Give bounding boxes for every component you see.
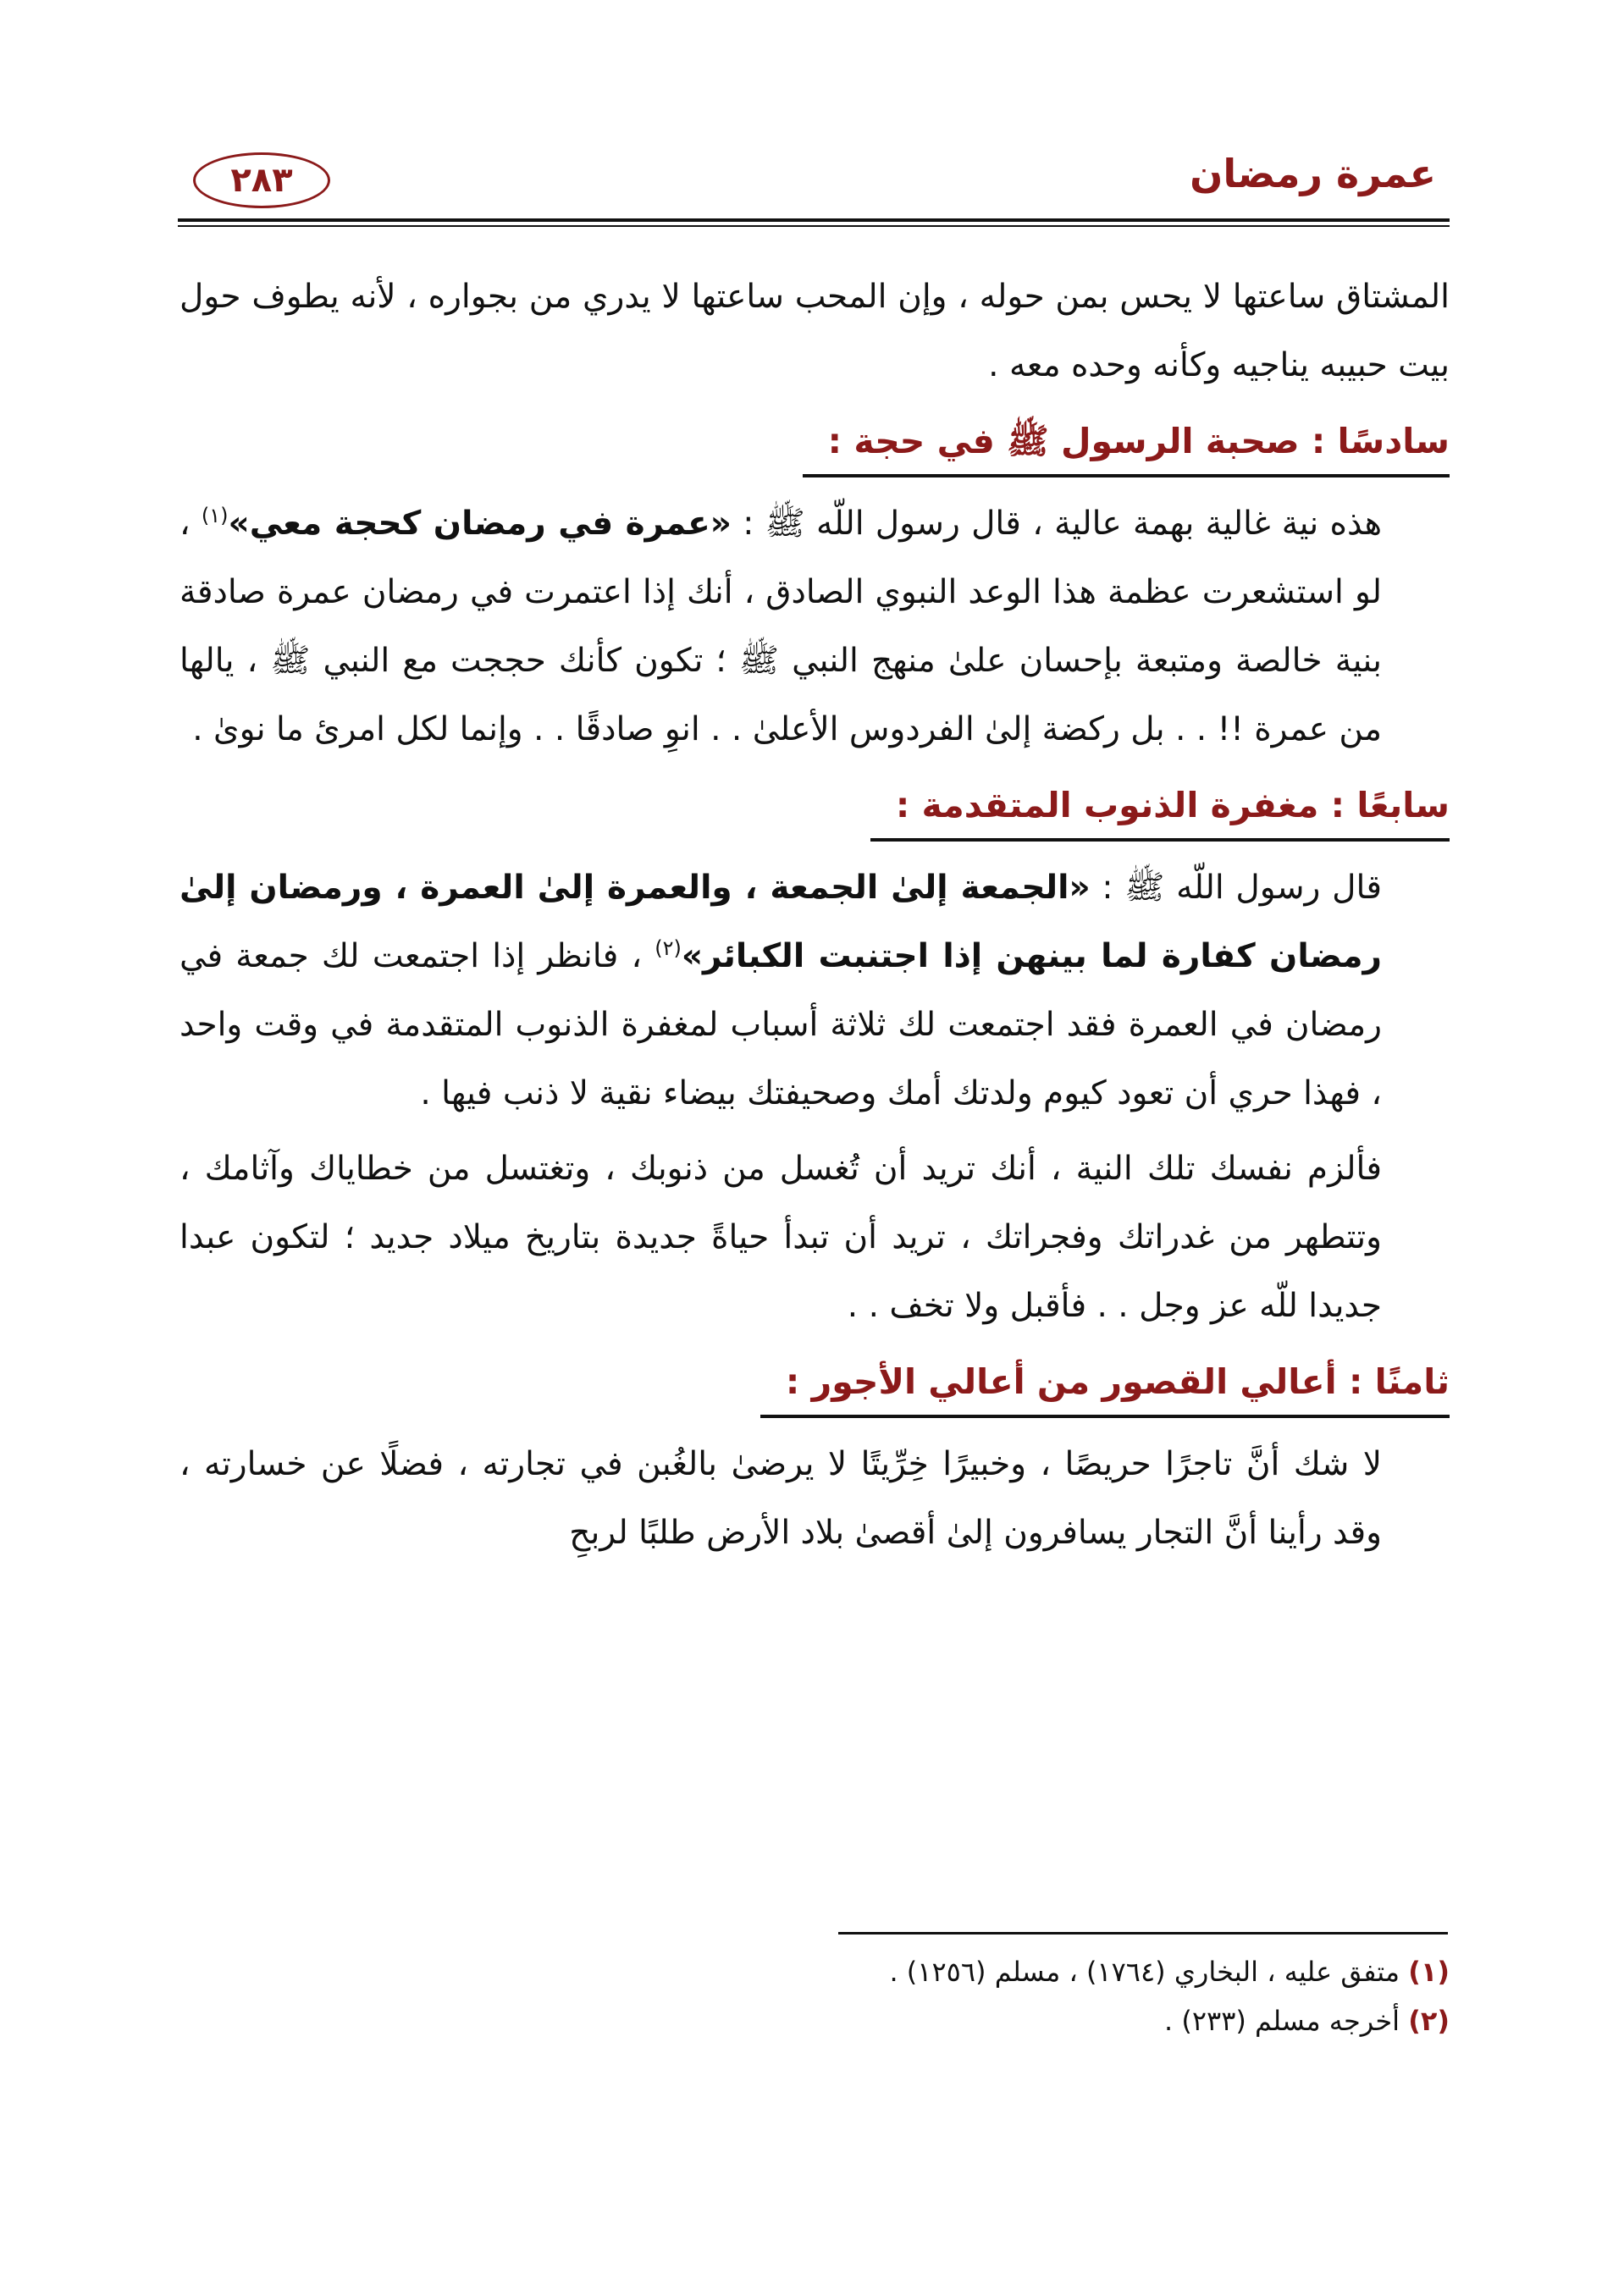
footnote-ref-2: (٢) — [655, 936, 682, 960]
paragraph-4: فألزم نفسك تلك النية ، أنك تريد أن تُغسل من ذنوبك ، وتغتسل من خطاياك وآثامك ، وتتطهر من غدراتك وفجراتك ، تريد أن تبدأ حياةً جديدة بتاريخ ميلاد جديد ؛ لتكون عبدا جديدا للّه عز وجل . . فأقبل ولا تخف . . — [180, 1150, 1382, 1325]
header-rule-thin — [178, 225, 1450, 227]
hadith-quote-2: «الجمعة إلىٰ الجمعة ، والعمرة إلىٰ العمرة ، ورمضان إلىٰ رمضان كفارة لما بينهن إذا اجتنبت الكبائر» — [180, 869, 1382, 975]
heading-7-line — [180, 774, 1450, 842]
heading-8-line — [180, 1350, 1450, 1418]
paragraph-2-intro: هذه نية غالية بهمة عالية ، قال رسول اللّه ﷺ : — [731, 505, 1383, 543]
footnote-number: (٢) — [1408, 2005, 1450, 2037]
footnote-separator — [838, 1932, 1448, 1934]
running-title: عمرة رمضان — [1190, 151, 1436, 196]
footnote-text: متفق عليه ، البخاري (١٧٦٤) ، مسلم (١٢٥٦) . — [889, 1956, 1400, 1988]
page-body — [180, 262, 1450, 1574]
header-rule-thick — [178, 218, 1450, 222]
section-heading-8: ثامنًا : أعالي القصور من أعالي الأجور : — [760, 1350, 1450, 1418]
paragraph-2-rest: ، لو استشعرت عظمة هذا الوعد النبوي الصادق ، أنك إذا اعتمرت في رمضان عمرة صادقة بنية خالصة ومتبعة بإحسان علىٰ منهج النبي ﷺ ؛ تكون كأنك حججت مع النبي ﷺ ، يالها من عمرة !! . . بل ركضة إلىٰ الفردوس الأعلىٰ . . انوِ صادقًا . . وإنما لكل امرئ ما نوىٰ . — [180, 505, 1382, 748]
hadith-quote-1: «عمرة في رمضان كحجة معي» — [228, 505, 732, 543]
paragraph-3-intro: قال رسول اللّه ﷺ : — [1090, 869, 1382, 907]
footnote-number: (١) — [1408, 1956, 1450, 1988]
footnote-1 — [180, 1947, 1450, 1996]
footnote-text: أخرجه مسلم (٢٣٣) . — [1163, 2005, 1400, 2037]
section-heading-7: سابعًا : مغفرة الذنوب المتقدمة : — [870, 774, 1450, 842]
footnotes — [180, 1947, 1450, 2045]
paragraph-3-rest: ، فانظر إذا اجتمعت لك جمعة في رمضان في العمرة فقد اجتمعت لك ثلاثة أسباب لمغفرة الذنوب المتقدمة في وقت واحد ، فهذا حري أن تعود كيوم ولدتك أمك وصحيفتك بيضاء نقية لا ذنب فيها . — [180, 937, 1382, 1112]
paragraph-1: المشتاق ساعتها لا يحس بمن حوله ، وإن المحب ساعتها لا يدري من بجواره ، لأنه يطوف حول بيت حبيبه يناجيه وكأنه وحده معه . — [180, 278, 1450, 384]
heading-6-line — [180, 410, 1450, 477]
footnote-ref-1: (١) — [201, 504, 229, 527]
paragraph-3 — [180, 853, 1450, 1128]
page-number: ٢٨٣ — [193, 152, 330, 208]
paragraph-2 — [180, 489, 1450, 764]
section-heading-6: سادسًا : صحبة الرسول ﷺ في حجة : — [803, 410, 1450, 477]
paragraph-5: لا شك أنَّ تاجرًا حريصًا ، وخبيرًا خِرِّيتًا لا يرضىٰ بالغُبن في تجارته ، فضلًا عن خسارته ، وقد رأينا أنَّ التجار يسافرون إلىٰ أقصىٰ بلاد الأرض طلبًا لربحِ — [180, 1445, 1382, 1552]
footnote-2 — [180, 1996, 1450, 2045]
